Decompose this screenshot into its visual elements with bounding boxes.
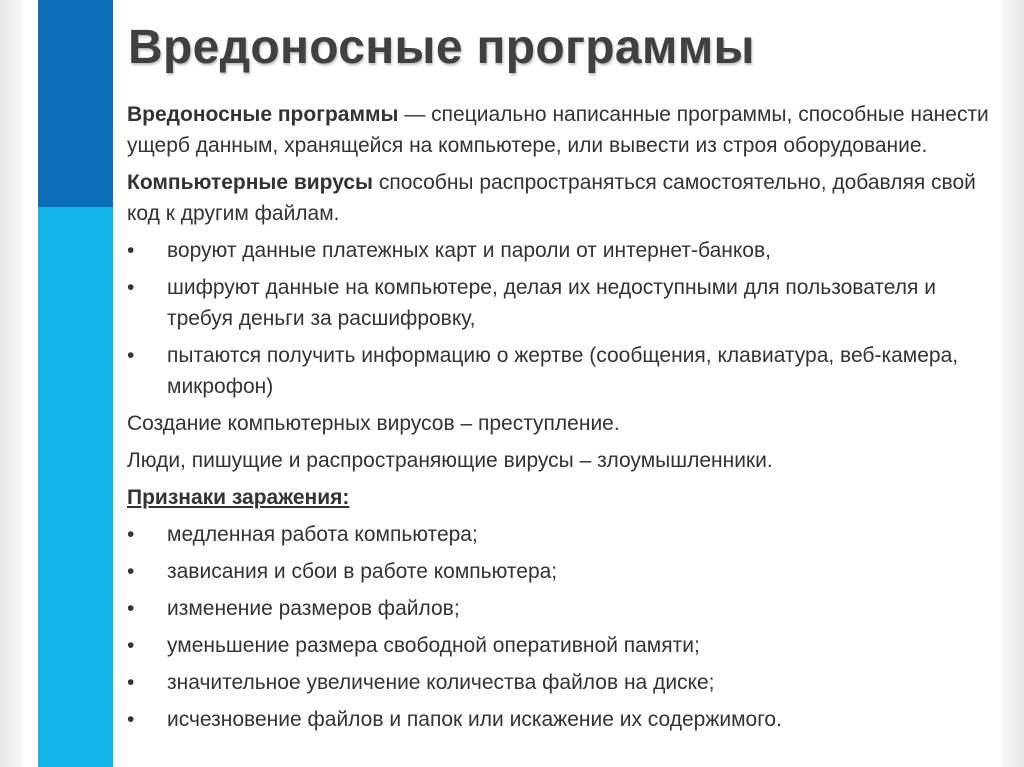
intro-paragraph bbox=[127, 99, 1007, 161]
list-item bbox=[127, 593, 1007, 624]
list-item bbox=[127, 340, 1007, 402]
bullet-icon: • bbox=[127, 344, 135, 367]
accent-bar-light bbox=[38, 207, 113, 767]
list-item bbox=[127, 630, 1007, 661]
bullet-icon: • bbox=[127, 560, 135, 583]
slide-content bbox=[127, 99, 1007, 741]
bullet-icon: • bbox=[127, 523, 135, 546]
list-item bbox=[127, 704, 1007, 735]
list-item bbox=[127, 556, 1007, 587]
intro-term: Вредоносные программы bbox=[127, 103, 399, 126]
people-statement: Люди, пишущие и распространяющие вирусы – злоумышленники. bbox=[127, 449, 773, 472]
bullet-icon: • bbox=[127, 708, 135, 731]
virus-actions-list bbox=[127, 235, 1007, 402]
bullet-icon: • bbox=[127, 634, 135, 657]
list-item-text: уменьшение размера свободной оперативной памяти; bbox=[167, 634, 700, 657]
slide-title: Вредоносные программы bbox=[128, 21, 755, 74]
bullet-icon: • bbox=[127, 276, 135, 299]
signs-heading: Признаки заражения: bbox=[127, 486, 350, 509]
bullet-icon: • bbox=[127, 239, 135, 262]
list-item-text: зависания и сбои в работе компьютера; bbox=[167, 560, 558, 583]
list-item bbox=[127, 235, 1007, 266]
bullet-icon: • bbox=[127, 597, 135, 620]
accent-bar-dark bbox=[38, 0, 113, 207]
viruses-paragraph bbox=[127, 167, 1007, 229]
left-page-edge bbox=[0, 0, 22, 767]
bullet-icon: • bbox=[127, 671, 135, 694]
list-item bbox=[127, 667, 1007, 698]
list-item-text: медленная работа компьютера; bbox=[167, 523, 478, 546]
crime-statement: Создание компьютерных вирусов – преступление. bbox=[127, 412, 620, 435]
viruses-definition: способны распространяться самостоятельно, добавляя свой код к другим файлам. bbox=[127, 171, 976, 225]
viruses-term: Компьютерные вирусы bbox=[127, 171, 373, 194]
list-item-text: воруют данные платежных карт и пароли от интернет-банков, bbox=[167, 239, 771, 262]
list-item bbox=[127, 272, 1007, 334]
list-item-text: исчезновение файлов и папок или искажение их содержимого. bbox=[167, 708, 782, 731]
list-item bbox=[127, 519, 1007, 550]
list-item-text: изменение размеров файлов; bbox=[167, 597, 460, 620]
list-item-text: пытаются получить информацию о жертве (сообщения, клавиатура, веб-камера, микрофон) bbox=[167, 344, 959, 398]
infection-signs-list bbox=[127, 519, 1007, 735]
list-item-text: значительное увеличение количества файлов на диске; bbox=[167, 671, 715, 694]
list-item-text: шифруют данные на компьютере, делая их недоступными для пользователя и требуя деньги за расшифровку, bbox=[167, 276, 936, 330]
intro-definition: — специально написанные программы, способные нанести ущерб данным, хранящейся на компьютере, или вывести из строя оборудование. bbox=[127, 103, 989, 157]
